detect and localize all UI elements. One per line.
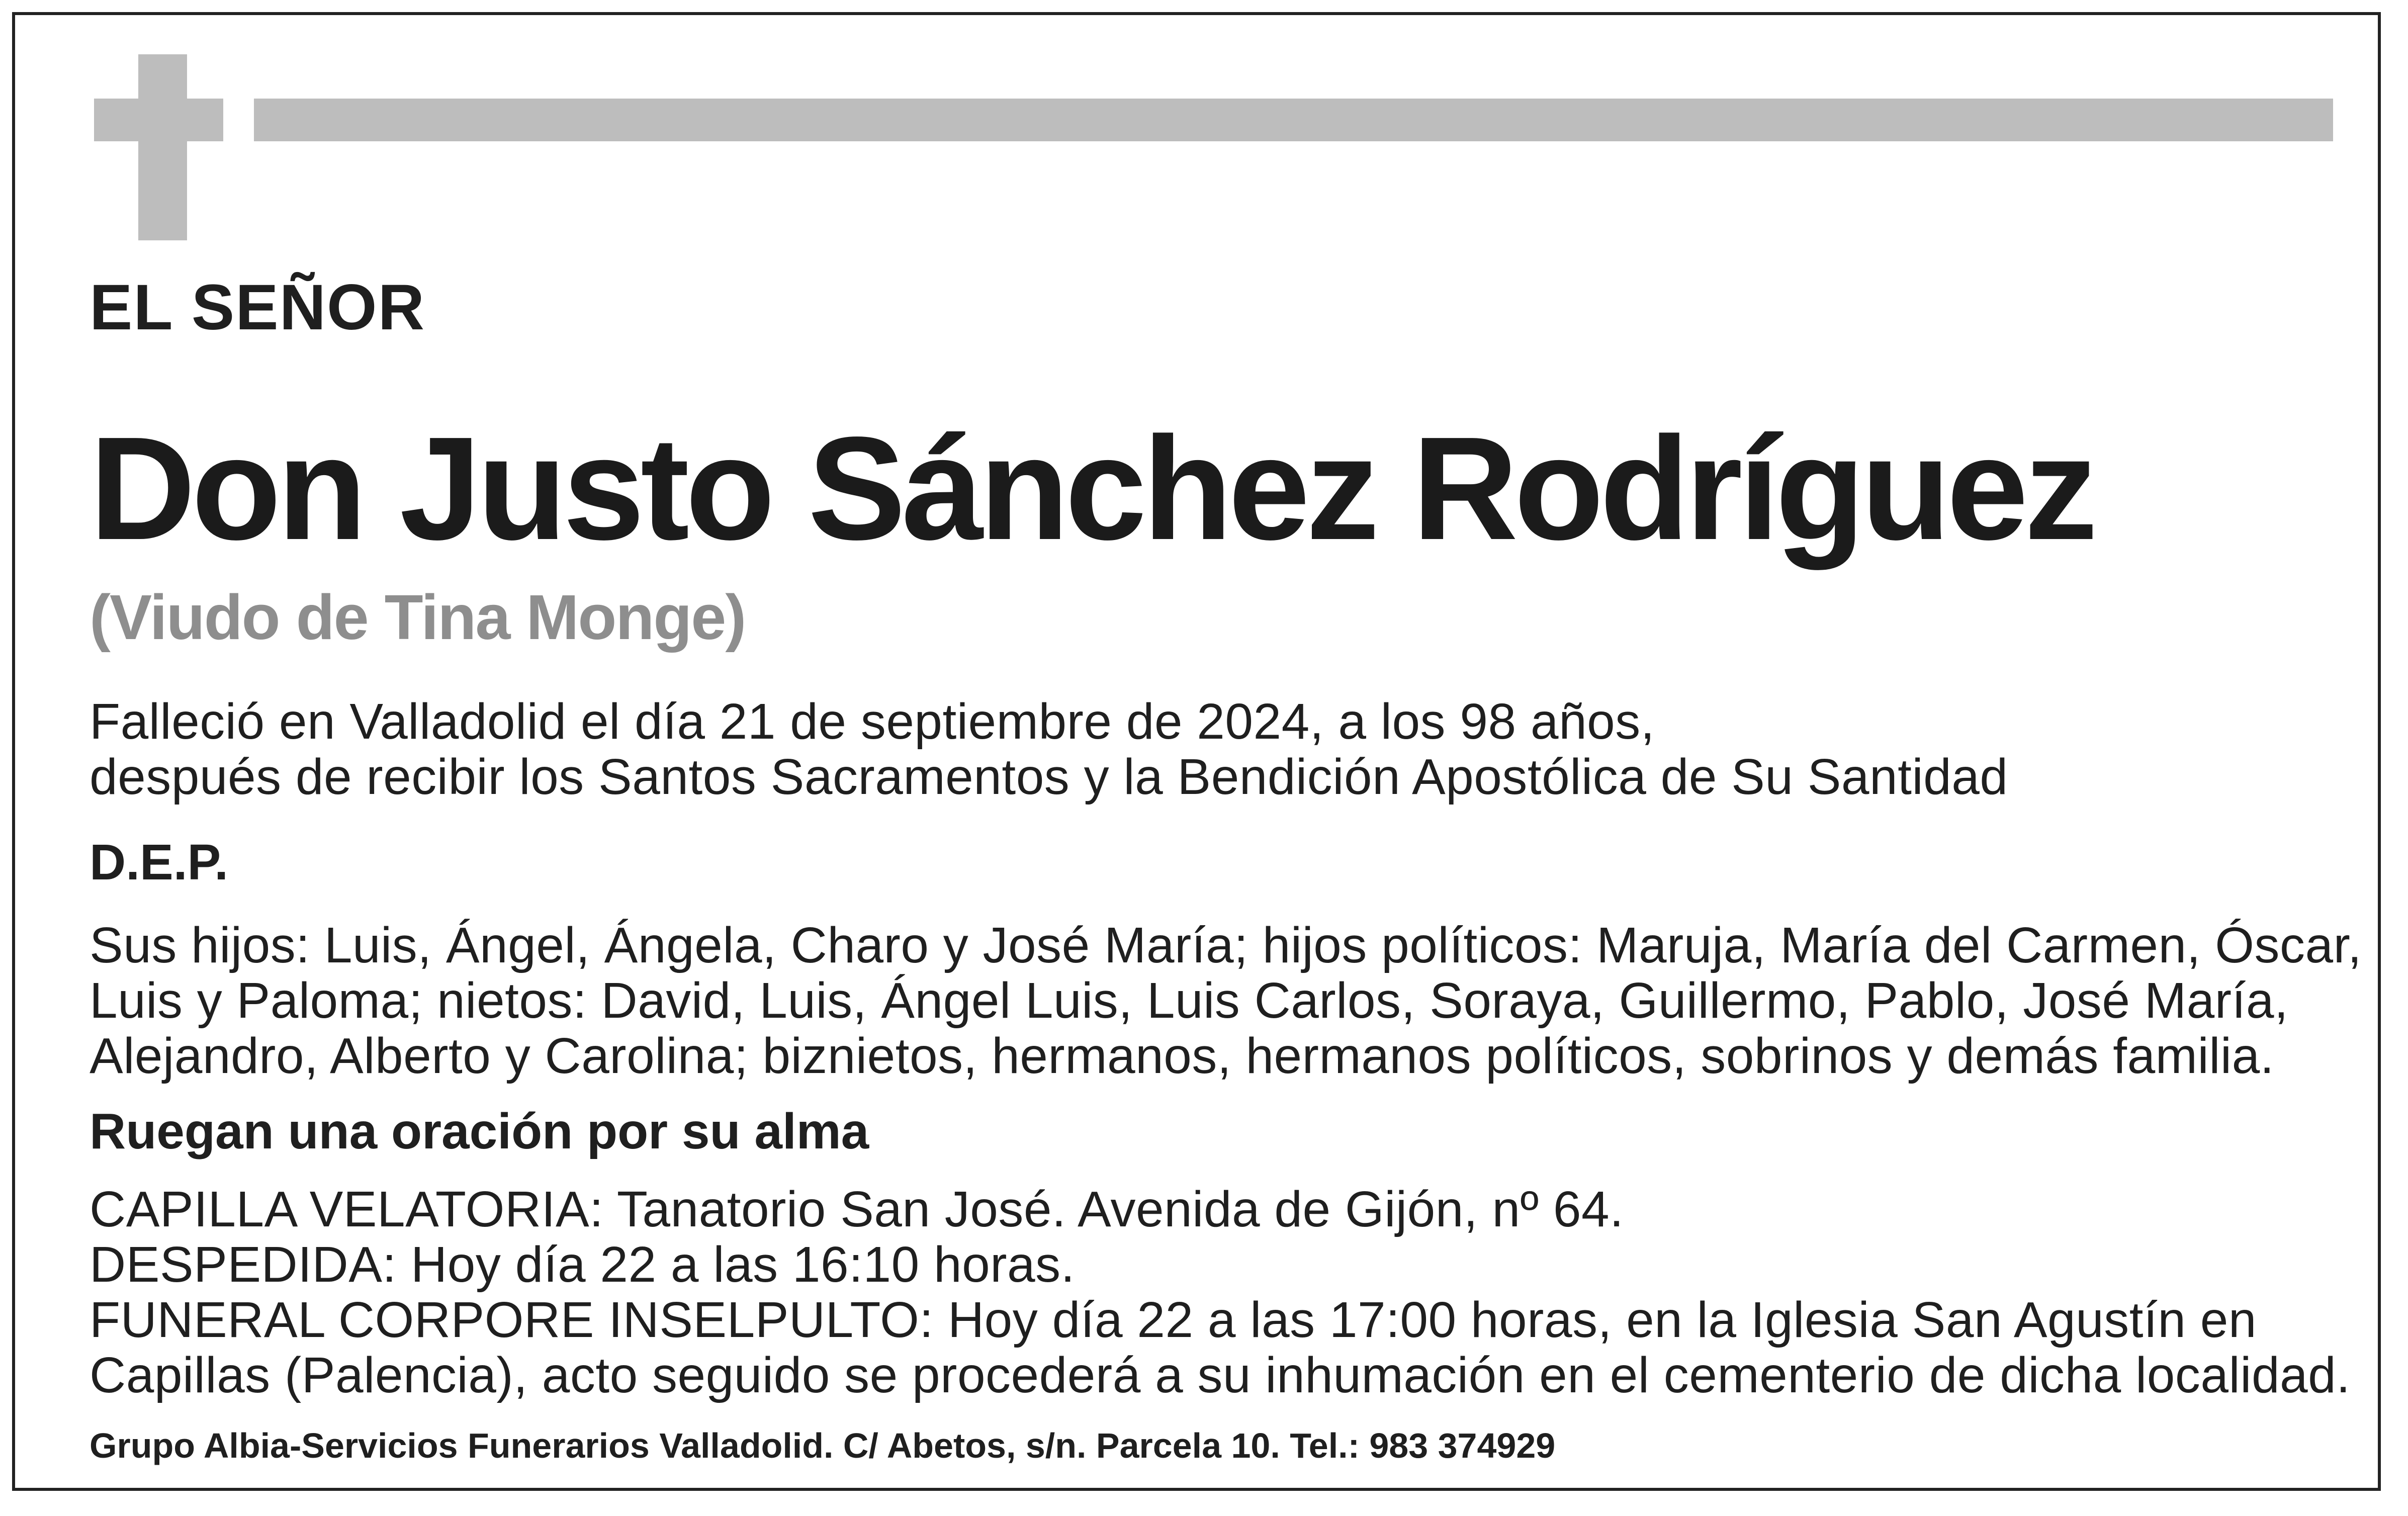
service-line-2: DESPEDIDA: Hoy día 22 a las 16:10 horas. xyxy=(90,1236,1075,1293)
family-line-3: Alejandro, Alberto y Carolina; biznietos, hermanos, hermanos políticos, sobrinos y demás familia. xyxy=(90,1028,2275,1084)
widower-note: (Viudo de Tina Monge) xyxy=(90,582,746,653)
service-line-4: Capillas (Palencia), acto seguido se procederá a su inhumación en el cementerio de dicha localidad. xyxy=(90,1347,2351,1403)
funeral-home-footer: Grupo Albia-Servicios Funerarios Valladolid. C/ Abetos, s/n. Parcela 10. Tel.: 983 374929 xyxy=(90,1426,1556,1465)
service-line-1: CAPILLA VELATORIA: Tanatorio San José. Avenida de Gijón, nº 64. xyxy=(90,1181,1624,1237)
service-line-3: FUNERAL CORPORE INSELPULTO: Hoy día 22 a las 17:00 horas, en la Iglesia San Agustín en xyxy=(90,1292,2257,1348)
header-bar xyxy=(254,99,2333,141)
deceased-name: Don Justo Sánchez Rodríguez xyxy=(90,406,2094,570)
family-line-1: Sus hijos: Luis, Ángel, Ángela, Charo y José María; hijos políticos: Maruja, María del Carmen, Óscar, xyxy=(90,917,2362,973)
prayer-line: Ruegan una oración por su alma xyxy=(90,1103,869,1160)
cross-icon xyxy=(138,54,187,240)
rip-label: D.E.P. xyxy=(90,834,229,890)
cross-icon-arm xyxy=(94,99,223,141)
death-line-2: después de recibir los Santos Sacramentos y la Bendición Apostólica de Su Santidad xyxy=(90,749,2008,805)
intro-label: EL SEÑOR xyxy=(90,272,425,343)
death-line-1: Falleció en Valladolid el día 21 de septiembre de 2024, a los 98 años, xyxy=(90,693,1655,750)
family-line-2: Luis y Paloma; nietos: David, Luis, Ángel Luis, Luis Carlos, Soraya, Guillermo, Pablo, José María, xyxy=(90,972,2289,1029)
